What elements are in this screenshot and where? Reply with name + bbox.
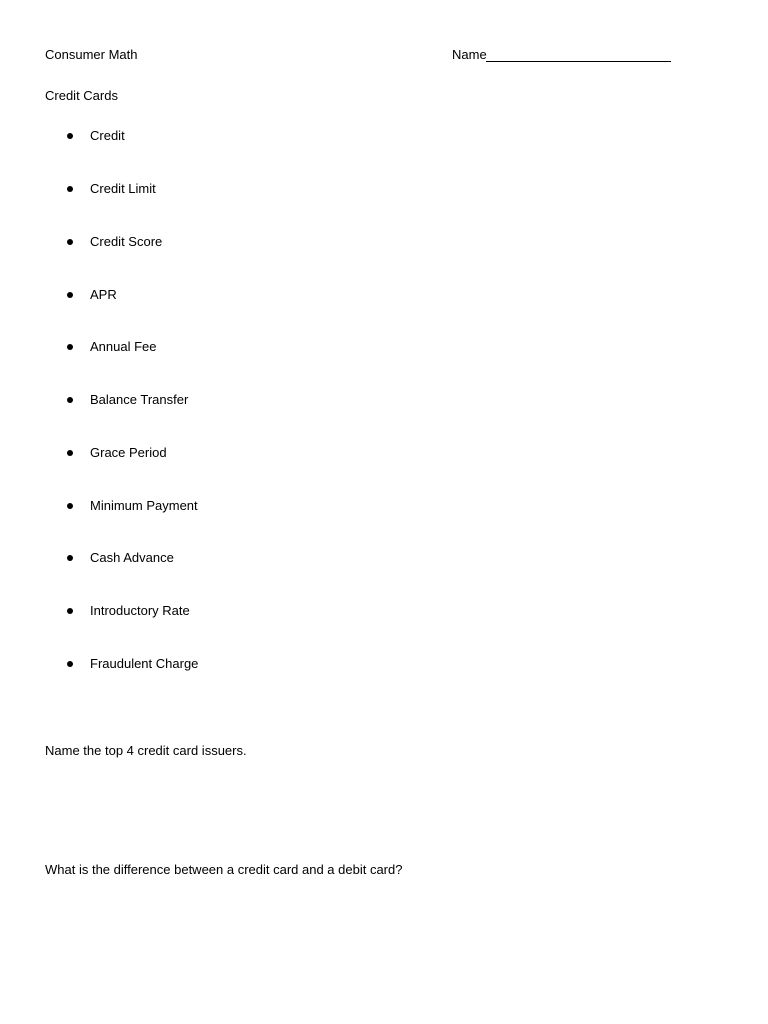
bullet-icon — [67, 661, 73, 667]
list-item — [0, 498, 400, 514]
bullet-icon — [67, 503, 73, 509]
bullet-icon — [67, 555, 73, 561]
list-item — [0, 234, 400, 250]
list-item — [0, 128, 400, 144]
name-blank-line — [486, 61, 671, 62]
bullet-icon — [67, 608, 73, 614]
list-item — [0, 339, 400, 355]
bullet-icon — [67, 186, 73, 192]
bullet-icon — [67, 397, 73, 403]
list-item — [0, 603, 400, 619]
question-credit-vs-debit: What is the difference between a credit card and a debit card? — [45, 862, 403, 877]
term-label: Annual Fee — [90, 339, 157, 354]
question-credit-card-issuers: Name the top 4 credit card issuers. — [45, 743, 247, 758]
term-label: Fraudulent Charge — [90, 656, 199, 671]
term-label: Minimum Payment — [90, 498, 198, 513]
list-item — [0, 445, 400, 461]
course-title: Consumer Math — [45, 47, 138, 62]
term-label: Credit Score — [90, 234, 163, 249]
list-item — [0, 287, 400, 303]
term-label: APR — [90, 287, 117, 302]
term-label: Grace Period — [90, 445, 167, 460]
list-item — [0, 550, 400, 566]
bullet-icon — [67, 239, 73, 245]
term-label: Balance Transfer — [90, 392, 189, 407]
term-label: Credit — [90, 128, 125, 143]
list-item — [0, 656, 400, 672]
bullet-icon — [67, 133, 73, 139]
bullet-icon — [67, 450, 73, 456]
section-title: Credit Cards — [45, 88, 118, 103]
list-item — [0, 392, 400, 408]
name-label: Name — [452, 47, 487, 62]
term-label: Credit Limit — [90, 181, 156, 196]
bullet-icon — [67, 344, 73, 350]
bullet-icon — [67, 292, 73, 298]
term-label: Cash Advance — [90, 550, 174, 565]
term-label: Introductory Rate — [90, 603, 190, 618]
list-item — [0, 181, 400, 197]
